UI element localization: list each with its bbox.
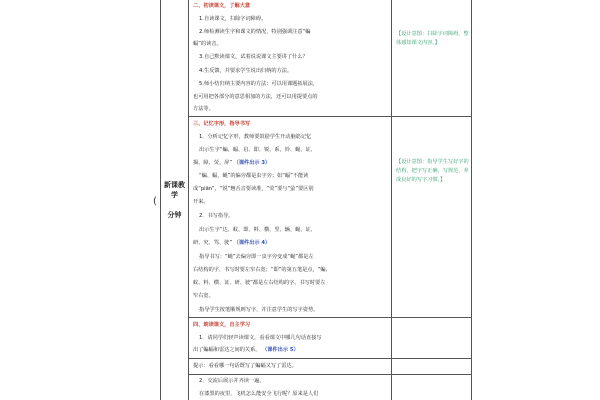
content-line: 2．交流后展示并齐读一遍。 — [199, 378, 265, 384]
content-line: 指导书写：“蝇”去偏旁即一虫字旁变成“蝇”都是左 — [199, 254, 314, 260]
design-notes-column — [392, 0, 471, 400]
courseware-callout: （课件出示 5） — [262, 347, 299, 353]
content-line: 2.师检测读生字和课文的情况，特别强调注意“蝙 — [199, 29, 311, 35]
content-column — [189, 0, 392, 400]
content-line: 蝠”的读音。 — [193, 41, 222, 47]
content-line — [193, 159, 270, 168]
content-line: 窄右宽。 — [193, 293, 214, 299]
row-divider — [189, 358, 391, 359]
content-line: “蝙、蝠、蝇”的偏旁都是虫字旁；如“蝠”不能读 — [199, 173, 309, 179]
content-line: 1.自读课文，扫除字词障碍。 — [199, 16, 267, 22]
row-divider — [392, 374, 471, 375]
section-label-text: 新课教学 — [164, 181, 185, 199]
content-line: 在漆黑的夜里，飞机怎么能安全飞行呢？原来是人们 — [199, 391, 319, 397]
courseware-callout: （课件出示 4） — [233, 240, 271, 246]
content-line: 也可用把各部分的意思相加的方法，还可以用提要点的 — [193, 94, 318, 100]
section-heading-2: 二、初读课文，了解大意 — [193, 3, 251, 9]
row-divider — [189, 317, 391, 318]
row-divider — [392, 317, 471, 318]
row-divider — [392, 116, 471, 117]
courseware-callout: （课件出示 3） — [233, 160, 271, 166]
content-line: 2．书写指导。 — [199, 213, 234, 219]
content-text: 研、究、骂、驶” — [193, 240, 233, 246]
duration-text: 分钟 — [167, 211, 182, 219]
content-line: 方法等。 — [193, 106, 214, 112]
content-text: 揭、障、荧、屏” — [193, 160, 233, 166]
content-line: 1．分析记忆字形，教师要鼓励学生开动脑筋记忆 — [199, 134, 312, 140]
section-label — [162, 180, 187, 220]
content-line: 蚊、料、横、证、研、驶”都是左右结构的字，书写时要左 — [193, 280, 326, 286]
content-line: 开来。 — [193, 199, 209, 205]
section-label-column — [153, 0, 189, 400]
content-line: 右结构的字，书写时要左窄右宽；“即”的第五笔是点，“蝙、 — [193, 267, 331, 273]
content-line: 4.生反馈，并要求学生说出归纳的方法。 — [199, 68, 293, 74]
content-line: 出示生字“达、蚊、即、料、横、竖、辆、蝇、证、 — [199, 227, 316, 233]
design-note-1: 【设计意图：扫除字词障碍，整体感知课文内容。】 — [396, 31, 469, 46]
lesson-plan-table — [153, 0, 472, 400]
content-line: 出示生字“蝙、蝠、启、即、锐、系、铃、蝇、证、 — [199, 147, 316, 153]
content-line: 成“piān”，“锐”翘舌音要读准，“荧”要与“萤”要区别 — [193, 186, 314, 192]
content-line: 5.师小结归纳主要内容的方法：可以用课题拓展法， — [199, 81, 319, 87]
content-line — [193, 346, 299, 355]
section-heading-4: 四、朗读课文，自主学习 — [193, 322, 251, 328]
content-line: 1．请同学们轻声读课文，看看课文中哪几句话直接写 — [199, 335, 322, 341]
content-line: 指导学生按笔顺规则写字，并注意学生的写字姿势。 — [199, 307, 319, 313]
content-line: 3.自己默读课文，试着说说课文主要讲了什么？ — [199, 54, 308, 60]
section-heading-3: 三、记忆字形，指导书写 — [193, 121, 251, 127]
row-divider — [392, 358, 471, 359]
content-line — [193, 239, 270, 248]
content-line: 提示：看看哪一句话既写了蝙蝠又写了雷达。 — [193, 363, 297, 369]
content-text: 出了蝙蝠和雷达之间的关系。 — [193, 347, 261, 353]
bracket-mark: ( — [153, 196, 157, 207]
row-divider — [189, 374, 391, 375]
design-note-2: 【设计意图：指导学生写好字的结构，把字写正确、写规范，养成良好的写字习惯。】 — [396, 159, 469, 183]
row-divider — [189, 116, 391, 117]
